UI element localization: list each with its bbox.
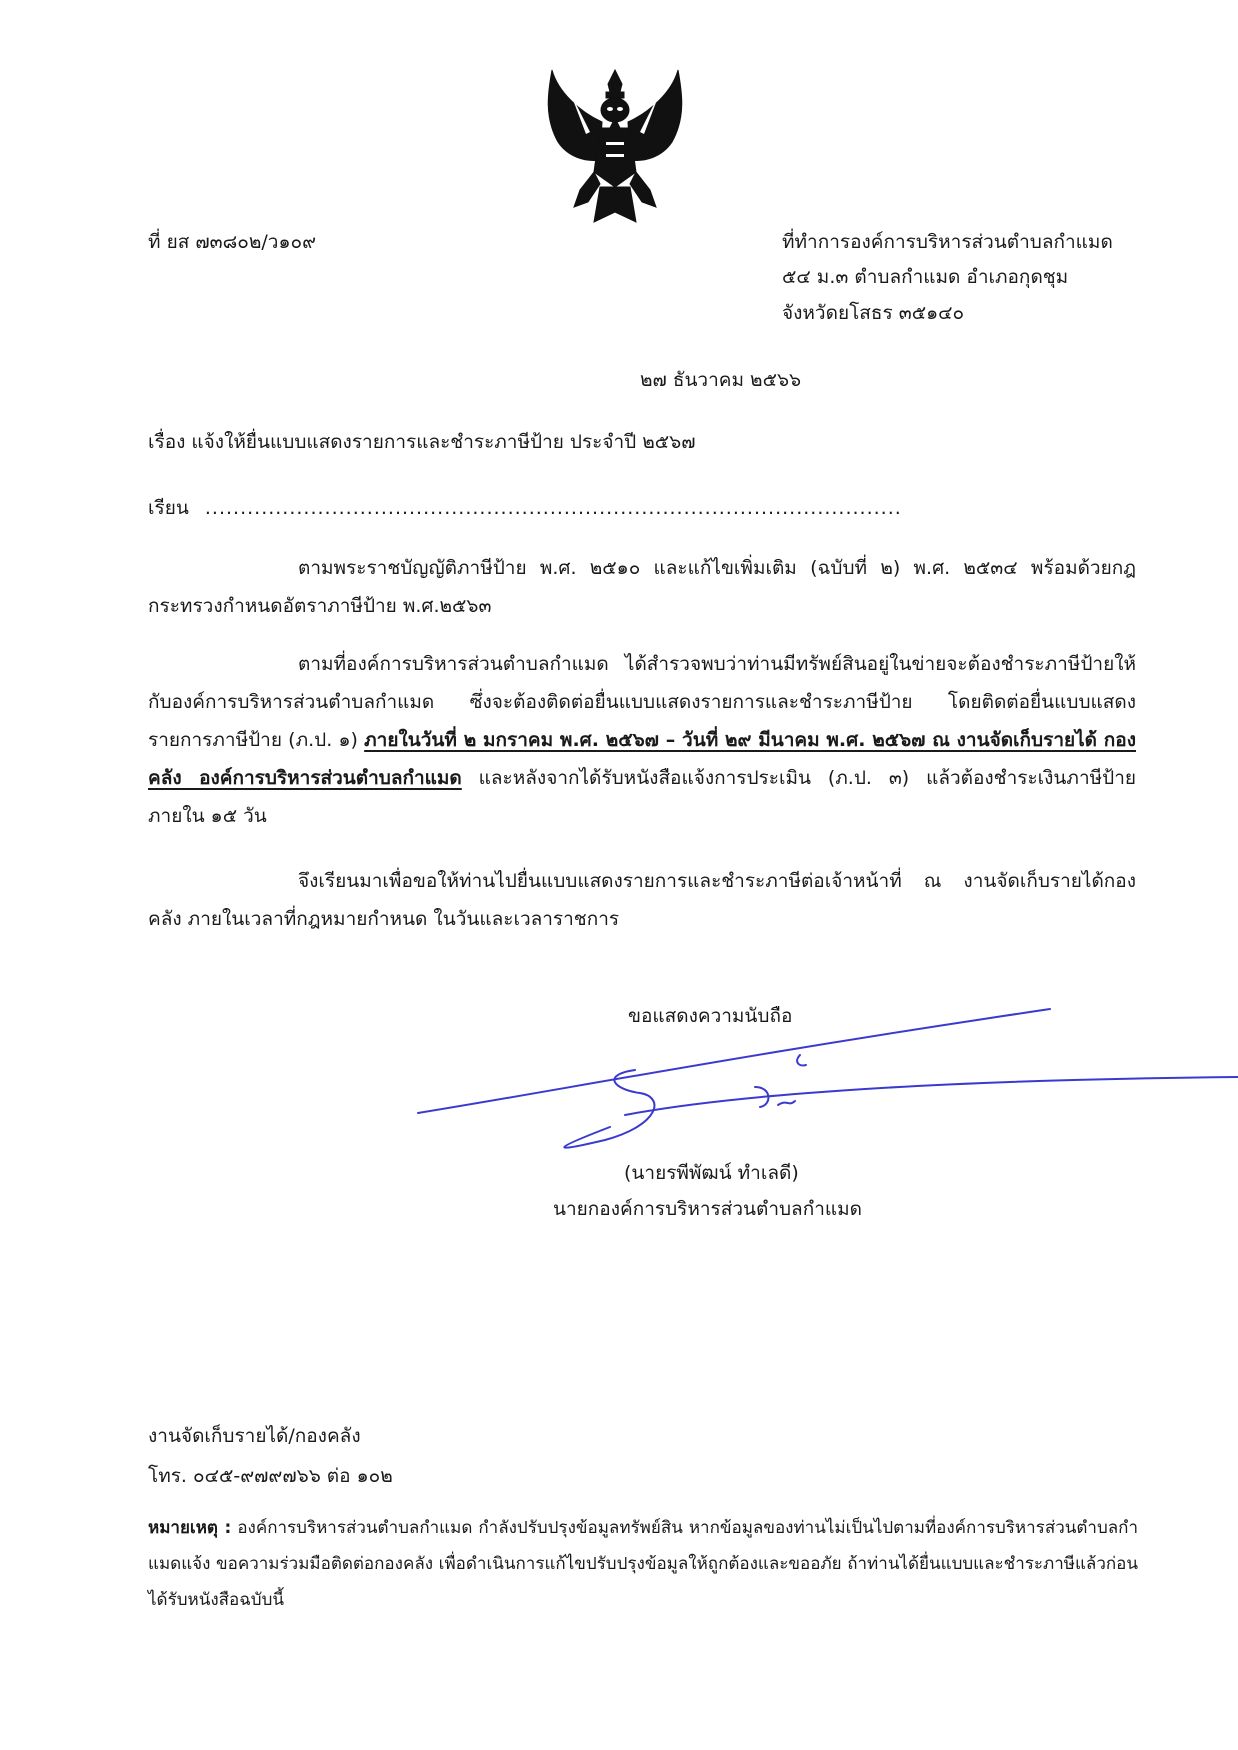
letter-date: ๒๗ ธันวาคม ๒๕๖๖ [640, 369, 802, 391]
footnote-label: หมายเหตุ : [148, 1518, 232, 1538]
paragraph-tax-notice [148, 645, 1136, 835]
contact-phone: โทร. ๐๔๕-๙๗๙๗๖๖ ต่อ ๑๐๒ [148, 1465, 393, 1487]
footnote [148, 1510, 1138, 1618]
handwritten-signature [410, 995, 1238, 1165]
office-address-line3: จังหวัดยโสธร ๓๕๑๔๐ [782, 302, 965, 324]
department-name: งานจัดเก็บรายได้/กองคลัง [148, 1425, 361, 1447]
letter-subject: เรื่อง แจ้งให้ยื่นแบบแสดงรายการและชำระภาษีป้าย ประจำปี ๒๕๖๗ [148, 431, 696, 453]
paragraph-request: จึงเรียนมาเพื่อขอให้ท่านไปยื่นแบบแสดงรายการและชำระภาษีต่อเจ้าหน้าที่ ณ งานจัดเก็บรายได้กองคลัง ภายในเวลาที่กฎหมายกำหนด ในวันและเวลาราชการ [148, 870, 1136, 930]
garuda-emblem-icon [540, 62, 690, 232]
tax-filing-period: ภายในวันที่ ๒ มกราคม พ.ศ. ๒๕๖๗ – วันที่ ๒๙ มีนาคม พ.ศ. ๒๕๖๗ ณ งานจัดเก็บรายได้ กองคลัง องค์การบริหารส่วนตำบลกำแมด [148, 729, 1136, 789]
closing-phrase: ขอแสดงความนับถือ [628, 1005, 793, 1027]
reference-number: ที่ ยส ๗๓๘๐๒/ว๑๐๙ [148, 231, 317, 253]
footnote-text: องค์การบริหารส่วนตำบลกำแมด กำลังปรับปรุงข้อมูลทรัพย์สิน หากข้อมูลของท่านไม่เป็นไปตามที่องค์การบริหารส่วนตำบลกำแมดแจ้ง ขอความร่วมมือติดต่อกองคลัง เพื่อดำเนินการแก้ไขปรับปรุงข้อมูลให้ถูกต้องและขออภัย ถ้าท่านได้ยื่นแบบและชำระภาษีแล้วก่อนได้รับหนังสือฉบับนี้ [148, 1518, 1138, 1610]
tax-notice-payment: และหลังจากได้รับหนังสือแจ้งการประเมิน (ภ.ป. ๓) แล้วต้องชำระเงินภาษีป้ายภายใน ๑๕ วัน [148, 767, 1136, 827]
tax-notice-intro: ตามที่องค์การบริหารส่วนตำบลกำแมด ได้สำรวจพบว่าท่านมีทรัพย์สินอยู่ในข่ายจะต้องชำระภาษีป้ายให้กับองค์การบริหารส่วนตำบลกำแมด ซึ่งจะต้องติดต่อยื่นแบบแสดงรายการและชำระภาษีป้าย โดยติดต่อยื่นแบบแสดงรายการภาษีป้าย (ภ.ป. ๑) [148, 653, 1136, 751]
office-address-line2: ๕๔ ม.๓ ตำบลกำแมด อำเภอกุดชุม [782, 266, 1069, 288]
signer-title: นายกองค์การบริหารส่วนตำบลกำแมด [553, 1198, 862, 1220]
signer-name: (นายรพีพัฒน์ ทำเลดี) [624, 1162, 799, 1184]
paragraph-legal-basis: ตามพระราชบัญญัติภาษีป้าย พ.ศ. ๒๕๑๐ และแก้ไขเพิ่มเติม (ฉบับที่ ๒) พ.ศ. ๒๕๓๔ พร้อมด้วยกฎกระทรวงกำหนดอัตราภาษีป้าย พ.ศ.๒๕๖๓ [148, 557, 1136, 617]
recipient-label: เรียน [148, 497, 189, 519]
recipient-line [148, 494, 902, 522]
office-address-line1: ที่ทำการองค์การบริหารส่วนตำบลกำแมด [782, 231, 1113, 253]
recipient-blank: ................................................................................................... [204, 497, 902, 519]
